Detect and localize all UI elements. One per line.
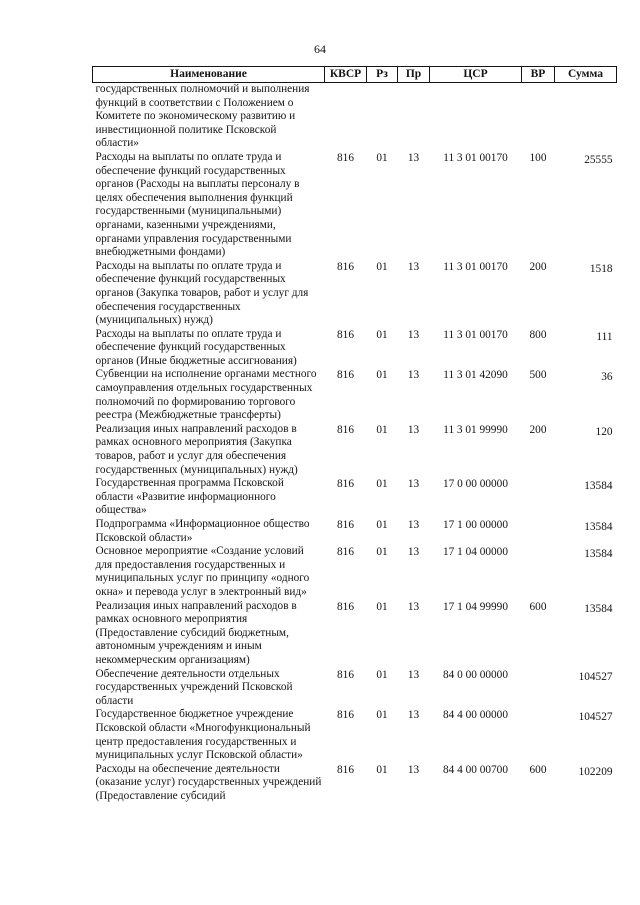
cell-kvsr: 816 xyxy=(337,260,354,273)
cell-name: Субвенции на исполнение органами местного самоуправления отдельных государственных полномочий по формированию торгового реестра (Межбюджетные трансферты) xyxy=(95,368,317,422)
cell-name: государственных полномочий и выполнения функций в соответствии с Положением о Комитете по экономическому развитию и инвестиционной политике Псковской области» xyxy=(95,83,310,150)
cell-csr: 17 1 04 99990 xyxy=(443,600,508,613)
cell-sum: 13584 xyxy=(584,480,613,493)
cell-vr: 500 xyxy=(529,369,547,382)
cell-pr: 13 xyxy=(407,478,420,491)
cell-name: Расходы на выплаты по оплате труда и обеспечение функций государственных органов (Закупка товаров, работ и услуг для обеспечения государственных (муниципальных) нужд) xyxy=(95,259,309,327)
table-row xyxy=(93,518,617,545)
cell-pr xyxy=(398,83,430,151)
cell-vr: 200 xyxy=(529,423,547,436)
cell-pr: 13 xyxy=(407,260,420,273)
cell-rz: 01 xyxy=(376,328,388,341)
cell-pr: 13 xyxy=(407,328,420,341)
cell-vr xyxy=(522,708,555,762)
page-number: 64 xyxy=(314,42,326,56)
cell-vr: 800 xyxy=(529,328,547,341)
cell-vr xyxy=(522,518,555,545)
cell-csr: 11 3 01 00170 xyxy=(443,151,508,164)
cell-csr: 11 3 01 42090 xyxy=(443,369,508,382)
cell-csr: 17 0 00 00000 xyxy=(443,478,508,491)
cell-name: Подпрограмма «Информационное общество Псковской области» xyxy=(95,518,310,544)
header-kvsr: КВСР xyxy=(325,67,367,83)
header-pr: Пр xyxy=(398,67,430,83)
cell-vr: 200 xyxy=(529,260,547,273)
cell-kvsr: 816 xyxy=(337,668,354,681)
cell-csr: 84 4 00 00700 xyxy=(443,763,508,776)
table-row xyxy=(93,151,617,260)
cell-kvsr: 816 xyxy=(337,369,354,382)
cell-kvsr: 816 xyxy=(337,478,354,491)
cell-sum: 102209 xyxy=(578,765,613,778)
cell-name: Расходы на выплаты по оплате труда и обеспечение функций государственных органов (Иные бюджетные ассигнования) xyxy=(95,327,297,367)
cell-vr xyxy=(522,477,555,518)
cell-rz: 01 xyxy=(376,423,388,436)
cell-name: Государственная программа Псковской области «Развитие информационного общества» xyxy=(95,477,284,517)
cell-pr: 13 xyxy=(407,709,420,722)
cell-pr: 13 xyxy=(407,369,420,382)
cell-sum xyxy=(555,83,617,151)
cell-name: Обеспечение деятельности отдельных государственных учреждений Псковской области xyxy=(95,667,293,707)
table-row xyxy=(93,368,617,422)
header-csr: ЦСР xyxy=(430,67,522,83)
cell-rz: 01 xyxy=(376,668,388,681)
cell-name: Реализация иных направлений расходов в рамках основного мероприятия (Закупка товаров, работ и услуг для обеспечения государственных (муниципальных) нужд) xyxy=(95,422,298,476)
cell-sum: 120 xyxy=(595,425,613,438)
cell-name: Реализация иных направлений расходов в рамках основного мероприятия (Предоставление субсидий бюджетным, автономным учреждениям и иным некоммерческим организациям) xyxy=(95,599,297,666)
cell-vr xyxy=(522,668,555,709)
cell-csr: 11 3 01 00170 xyxy=(443,260,508,273)
cell-pr: 13 xyxy=(407,600,420,613)
cell-csr: 84 0 00 00000 xyxy=(443,668,508,681)
cell-rz: 01 xyxy=(376,709,388,722)
cell-rz: 01 xyxy=(376,763,388,776)
cell-rz: 01 xyxy=(376,478,388,491)
cell-sum: 13584 xyxy=(584,602,613,615)
table-row xyxy=(93,668,617,709)
table-row xyxy=(93,83,617,151)
table-body xyxy=(93,83,617,804)
cell-sum: 13584 xyxy=(584,548,613,561)
cell-rz: 01 xyxy=(376,369,388,382)
cell-pr: 13 xyxy=(407,668,420,681)
table-header xyxy=(93,67,617,83)
table-row xyxy=(93,423,617,477)
cell-pr: 13 xyxy=(407,519,420,531)
header-vr: ВР xyxy=(522,67,555,83)
cell-kvsr: 816 xyxy=(337,519,354,531)
budget-table xyxy=(92,66,617,803)
cell-name: Государственное бюджетное учреждение Псковской области «Многофункциональный центр предоставления государственных и муниципальных услуг Псковской области» xyxy=(95,708,311,762)
cell-kvsr xyxy=(325,83,367,151)
cell-rz: 01 xyxy=(376,600,388,613)
table-row xyxy=(93,763,617,804)
table-row xyxy=(93,545,617,599)
table-row xyxy=(93,260,617,328)
header-name: Наименование xyxy=(93,67,325,83)
cell-kvsr: 816 xyxy=(337,709,354,722)
cell-rz: 01 xyxy=(376,260,388,273)
cell-name: Расходы на обеспечение деятельности (оказание услуг) государственных учреждений (Предоставление субсидий xyxy=(95,762,322,802)
cell-sum: 25555 xyxy=(584,153,613,166)
cell-pr: 13 xyxy=(407,763,420,776)
cell-sum: 13584 xyxy=(584,521,613,533)
cell-vr: 100 xyxy=(529,151,547,164)
cell-csr xyxy=(430,83,522,151)
table-row xyxy=(93,328,617,369)
cell-kvsr: 816 xyxy=(337,600,354,613)
table-row xyxy=(93,477,617,518)
cell-sum: 1518 xyxy=(589,262,613,275)
cell-sum: 104527 xyxy=(578,670,613,683)
cell-csr: 11 3 01 99990 xyxy=(443,423,508,436)
cell-kvsr: 816 xyxy=(337,546,354,559)
cell-csr: 17 1 04 00000 xyxy=(443,546,508,559)
cell-sum: 36 xyxy=(601,371,613,384)
header-rz: Рз xyxy=(367,67,398,83)
header-sum: Сумма xyxy=(555,67,617,83)
table-row xyxy=(93,600,617,668)
cell-csr: 84 4 00 00000 xyxy=(443,709,508,722)
cell-csr: 17 1 00 00000 xyxy=(443,519,508,531)
cell-pr: 13 xyxy=(407,546,420,559)
cell-name: Расходы на выплаты по оплате труда и обеспечение функций государственных органов (Расходы на выплаты персоналу в целях обеспечения выполнения функций государственными (муниципальными) органами, казенными учреждениями, органами управления государственными внебюджетными фондами) xyxy=(95,150,300,259)
cell-rz: 01 xyxy=(376,519,388,531)
cell-csr: 11 3 01 00170 xyxy=(443,328,508,341)
cell-sum: 104527 xyxy=(578,711,613,724)
cell-vr: 600 xyxy=(529,763,547,776)
table-row xyxy=(93,708,617,762)
cell-name: Основное мероприятие «Создание условий для предоставления государственных и муниципальных услуг по принципу «одного окна» и перевода услуг в электронный вид» xyxy=(95,545,310,598)
cell-sum: 111 xyxy=(596,330,613,343)
cell-vr xyxy=(522,545,555,599)
cell-rz: 01 xyxy=(376,546,388,559)
cell-rz: 01 xyxy=(376,151,388,164)
cell-kvsr: 816 xyxy=(337,328,354,341)
cell-pr: 13 xyxy=(407,423,420,436)
cell-vr: 600 xyxy=(529,600,547,613)
cell-rz xyxy=(367,83,398,151)
cell-vr xyxy=(522,83,555,151)
cell-kvsr: 816 xyxy=(337,763,354,776)
cell-kvsr: 816 xyxy=(337,151,354,164)
cell-pr: 13 xyxy=(407,151,420,164)
cell-kvsr: 816 xyxy=(337,423,354,436)
